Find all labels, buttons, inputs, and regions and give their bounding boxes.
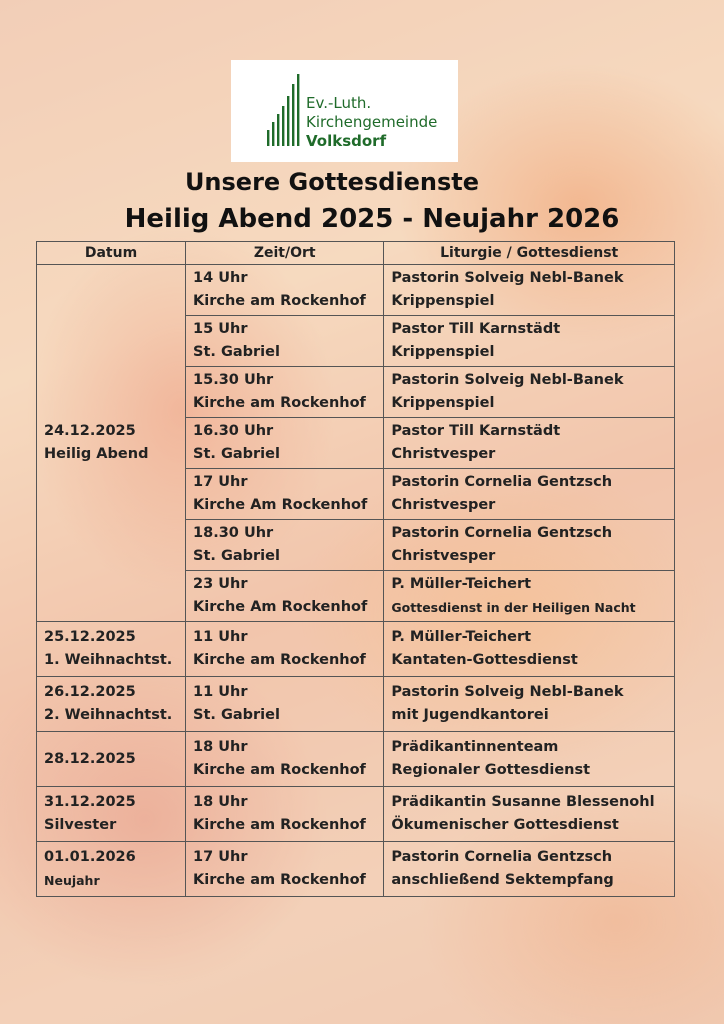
service-value: Krippenspiel bbox=[391, 293, 495, 309]
time-place-cell bbox=[186, 520, 384, 571]
logo-line-2: Kirchengemeinde bbox=[306, 113, 438, 131]
liturgy-cell bbox=[384, 520, 675, 571]
church-logo bbox=[231, 60, 458, 162]
table-header-row bbox=[37, 242, 675, 265]
time-value: 11 Uhr bbox=[193, 684, 248, 700]
date-label: 2. Weihnachtst. bbox=[44, 707, 173, 723]
header-liturgie: Liturgie / Gottesdienst bbox=[384, 242, 675, 265]
service-value: anschließend Sektempfang bbox=[391, 872, 614, 888]
liturgy-cell bbox=[384, 842, 675, 897]
service-value: Christvesper bbox=[391, 548, 496, 564]
time-place-cell bbox=[186, 622, 384, 677]
place-value: Kirche am Rockenhof bbox=[193, 762, 366, 778]
place-value: St. Gabriel bbox=[193, 446, 280, 462]
place-value: Kirche Am Rockenhof bbox=[193, 599, 368, 615]
person-value: Pastorin Solveig Nebl-Banek bbox=[391, 372, 624, 388]
table-row bbox=[37, 677, 675, 732]
table-row bbox=[37, 842, 675, 897]
date-value: 01.01.2026 bbox=[44, 849, 136, 865]
person-value: Pastor Till Karnstädt bbox=[391, 321, 561, 337]
time-value: 23 Uhr bbox=[193, 576, 248, 592]
place-value: Kirche am Rockenhof bbox=[193, 817, 366, 833]
place-value: Kirche am Rockenhof bbox=[193, 872, 366, 888]
service-value: Krippenspiel bbox=[391, 395, 495, 411]
date-value: 25.12.2025 bbox=[44, 629, 136, 645]
liturgy-cell bbox=[384, 571, 675, 622]
date-cell bbox=[37, 732, 186, 787]
time-value: 17 Uhr bbox=[193, 849, 248, 865]
service-value: Christvesper bbox=[391, 497, 496, 513]
place-value: St. Gabriel bbox=[193, 548, 280, 564]
service-value: Regionaler Gottesdienst bbox=[391, 762, 591, 778]
page-subtitle: Heilig Abend 2025 - Neujahr 2026 bbox=[124, 204, 620, 234]
date-label: Neujahr bbox=[44, 873, 100, 888]
service-value: Ökumenischer Gottesdienst bbox=[391, 817, 619, 833]
time-place-cell bbox=[186, 265, 384, 316]
person-value: Pastorin Solveig Nebl-Banek bbox=[391, 684, 624, 700]
time-value: 15 Uhr bbox=[193, 321, 248, 337]
service-value: Christvesper bbox=[391, 446, 496, 462]
liturgy-cell bbox=[384, 622, 675, 677]
liturgy-cell bbox=[384, 316, 675, 367]
service-value: Kantaten-Gottesdienst bbox=[391, 652, 578, 668]
person-value: Pastorin Solveig Nebl-Banek bbox=[391, 270, 624, 286]
liturgy-cell bbox=[384, 677, 675, 732]
time-value: 14 Uhr bbox=[193, 270, 248, 286]
table-row bbox=[37, 265, 675, 316]
place-value: Kirche am Rockenhof bbox=[193, 293, 366, 309]
time-value: 17 Uhr bbox=[193, 474, 248, 490]
time-value: 18 Uhr bbox=[193, 794, 248, 810]
place-value: Kirche am Rockenhof bbox=[193, 652, 366, 668]
date-value: 24.12.2025 bbox=[44, 423, 136, 439]
time-place-cell bbox=[186, 418, 384, 469]
person-value: Pastorin Cornelia Gentzsch bbox=[391, 849, 613, 865]
service-value: Gottesdienst in der Heiligen Nacht bbox=[391, 600, 636, 615]
header-zeit-ort: Zeit/Ort bbox=[186, 242, 384, 265]
date-cell bbox=[37, 842, 186, 897]
place-value: Kirche Am Rockenhof bbox=[193, 497, 368, 513]
time-value: 16.30 Uhr bbox=[193, 423, 274, 439]
time-place-cell bbox=[186, 571, 384, 622]
liturgy-cell bbox=[384, 732, 675, 787]
date-value: 26.12.2025 bbox=[44, 684, 136, 700]
date-cell bbox=[37, 622, 186, 677]
liturgy-cell bbox=[384, 469, 675, 520]
liturgy-cell bbox=[384, 265, 675, 316]
place-value: Kirche am Rockenhof bbox=[193, 395, 366, 411]
time-value: 11 Uhr bbox=[193, 629, 248, 645]
date-label: Silvester bbox=[44, 817, 117, 833]
header-datum: Datum bbox=[37, 242, 186, 265]
date-value: 31.12.2025 bbox=[44, 794, 136, 810]
table-row bbox=[37, 732, 675, 787]
person-value: Pastor Till Karnstädt bbox=[391, 423, 561, 439]
person-value: P. Müller-Teichert bbox=[391, 576, 532, 592]
time-place-cell bbox=[186, 677, 384, 732]
date-label: 1. Weihnachtst. bbox=[44, 652, 173, 668]
logo-line-3: Volksdorf bbox=[306, 132, 387, 150]
service-value: mit Jugendkantorei bbox=[391, 707, 549, 723]
time-place-cell bbox=[186, 367, 384, 418]
place-value: St. Gabriel bbox=[193, 344, 280, 360]
person-value: Pastorin Cornelia Gentzsch bbox=[391, 525, 613, 541]
person-value: Prädikantin Susanne Blessenohl bbox=[391, 794, 655, 810]
time-value: 15.30 Uhr bbox=[193, 372, 274, 388]
service-value: Krippenspiel bbox=[391, 344, 495, 360]
time-place-cell bbox=[186, 732, 384, 787]
person-value: Pastorin Cornelia Gentzsch bbox=[391, 474, 613, 490]
time-value: 18 Uhr bbox=[193, 739, 248, 755]
service-schedule-table bbox=[36, 241, 675, 897]
liturgy-cell bbox=[384, 418, 675, 469]
time-value: 18.30 Uhr bbox=[193, 525, 274, 541]
person-value: P. Müller-Teichert bbox=[391, 629, 532, 645]
liturgy-cell bbox=[384, 367, 675, 418]
time-place-cell bbox=[186, 842, 384, 897]
time-place-cell bbox=[186, 316, 384, 367]
place-value: St. Gabriel bbox=[193, 707, 280, 723]
date-cell bbox=[37, 265, 186, 622]
table-row bbox=[37, 622, 675, 677]
organ-pipes-icon bbox=[265, 72, 301, 152]
date-label: Heilig Abend bbox=[44, 446, 149, 462]
date-value: 28.12.2025 bbox=[44, 750, 136, 767]
person-value: Prädikantinnenteam bbox=[391, 739, 559, 755]
table-row bbox=[37, 787, 675, 842]
time-place-cell bbox=[186, 787, 384, 842]
liturgy-cell bbox=[384, 787, 675, 842]
time-place-cell bbox=[186, 469, 384, 520]
date-cell bbox=[37, 677, 186, 732]
page-title: Unsere Gottesdienste bbox=[184, 168, 480, 196]
date-cell bbox=[37, 787, 186, 842]
logo-line-1: Ev.-Luth. bbox=[306, 94, 372, 112]
